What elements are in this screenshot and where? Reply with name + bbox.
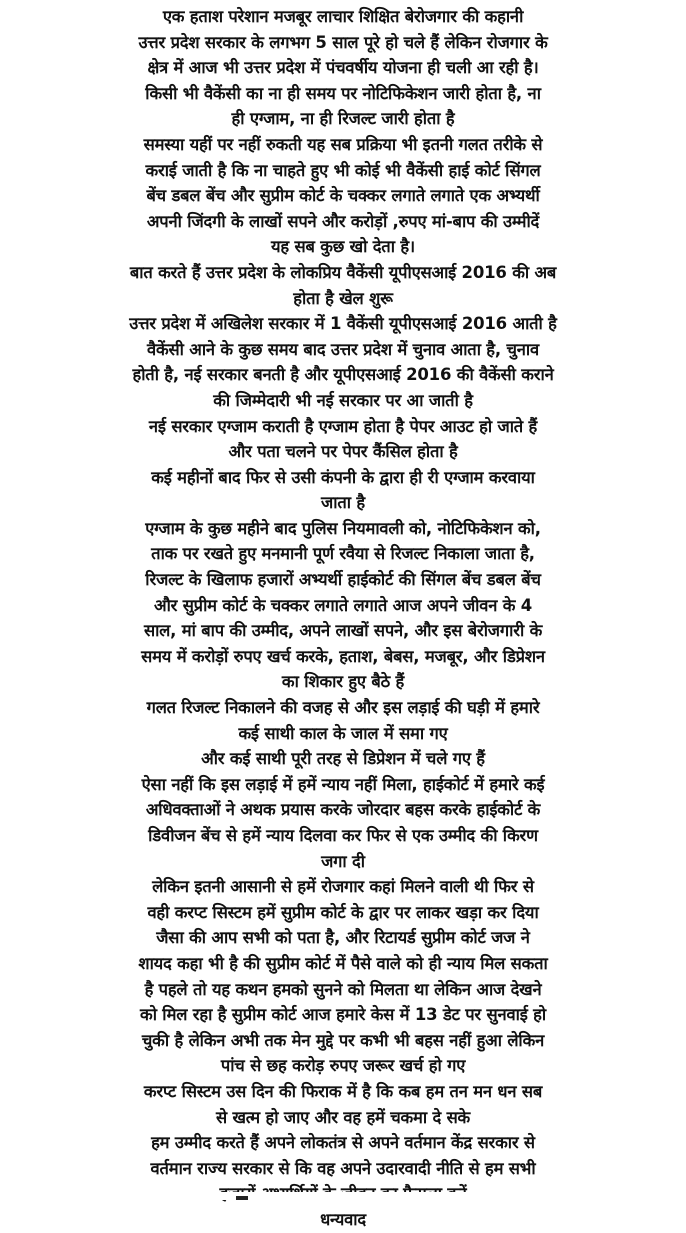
text-line: कई साथी काल के जाल में समा गए bbox=[238, 723, 448, 743]
closing-line: धन्यवाद bbox=[320, 1209, 366, 1229]
text-line: को मिल रहा है सुप्रीम कोर्ट आज हमारे केस में 13 डेट पर सुनवाई हो bbox=[140, 1005, 546, 1025]
text-line: समय में करोड़ों रुपए खर्च करके, हताश, बेबस, मजबूर, और डिप्रेशन bbox=[141, 646, 545, 666]
text-line: किसी भी वैकेंसी का ना ही समय पर नोटिफिकेशन जारी होता है, ना bbox=[145, 83, 541, 103]
text-line: अपनी जिंदगी के लाखों सपने और करोड़ों ,रुपए मां-बाप की उम्मीदें bbox=[146, 211, 540, 231]
text-line: हम उम्मीद करते हैं अपने लोकतंत्र से अपने वर्तमान केंद्र सरकार से bbox=[151, 1133, 535, 1153]
text-line: ताक पर रखते हुए मनमानी पूर्ण रवैया से रिजल्ट निकाला जाता है, bbox=[151, 544, 535, 564]
text-line: और पता चलने पर पेपर कैंसिल होता है bbox=[228, 442, 458, 462]
text-line: चुकी है लेकिन अभी तक मेन मुद्दे पर कभी भी बहस नहीं हुआ लेकिन bbox=[141, 1030, 545, 1050]
bottom-edge bbox=[0, 1192, 686, 1200]
text-line: और कई साथी पूरी तरह से डिप्रेशन में चले गए हैं bbox=[201, 749, 485, 769]
text-line: नई सरकार एग्जाम कराती है एग्जाम होता है पेपर आउट हो जाते हैं bbox=[148, 416, 538, 436]
text-line: एक हताश परेशान मजबूर लाचार शिक्षित बेरोजगार की कहानी bbox=[162, 7, 524, 26]
text-line: एग्जाम के कुछ महीने बाद पुलिस नियमावली को, नोटिफिकेशन को, bbox=[145, 518, 541, 538]
text-line: कई महीनों बाद फिर से उसी कंपनी के द्वारा ही री एग्जाम करवाया bbox=[151, 467, 535, 487]
text-line: पांच से छह करोड़ रुपए जरूर खर्च हो गए bbox=[220, 1056, 466, 1076]
text-line: का शिकार हुए बैठे हैं bbox=[281, 672, 405, 692]
text-line: यह सब कुछ खो देता है। bbox=[271, 237, 415, 257]
text-line: कराई जाती है कि ना चाहते हुए भी कोई भी वैकेंसी हाई कोर्ट सिंगल bbox=[145, 160, 541, 180]
text-line: अधिवक्ताओं ने अथक प्रयास करके जोरदार बहस करके हाईकोर्ट के bbox=[145, 800, 541, 820]
text-line: क्षेत्र में आज भी उत्तर प्रदेश में पंचवर्षीय योजना ही चली आ रही है। bbox=[147, 58, 539, 78]
text-line: रिजल्ट के खिलाफ हजारों अभ्यर्थी हाईकोर्ट की सिंगल बेंच डबल बेंच bbox=[145, 570, 541, 590]
text-line: उत्तर प्रदेश में अखिलेश सरकार में 1 वैकेंसी यूपीएसआई 2016 आती है bbox=[129, 314, 557, 334]
text-line: होता है खेल शुरू bbox=[293, 288, 393, 308]
text-line: वर्तमान राज्य सरकार से कि वह अपने उदारवादी नीति से हम सभी bbox=[150, 1158, 536, 1178]
text-line: समस्या यहीं पर नहीं रुकती यह सब प्रक्रिया भी इतनी गलत तरीके से bbox=[143, 134, 543, 154]
cut-off-text-fragment bbox=[236, 1196, 248, 1200]
text-line: से खत्म हो जाए और वह हमें चकमा दे सके bbox=[216, 1107, 470, 1127]
text-line: साल, मां बाप की उम्मीद, अपने लाखों सपने, और इस बेरोजगारी के bbox=[143, 621, 543, 641]
text-line: गलत रिजल्ट निकालने की वजह से और इस लड़ाई की घड़ी में हमारे bbox=[146, 698, 540, 718]
text-line: बेंच डबल बेंच और सुप्रीम कोर्ट के चक्कर लगाते लगाते एक अभ्यर्थी bbox=[146, 186, 540, 206]
text-line: जाता है bbox=[321, 493, 365, 513]
text-line: डिवीजन बेंच से हमें न्याय दिलवा कर फिर से एक उम्मीद की किरण bbox=[148, 826, 538, 845]
text-line: ऐसा नहीं कि इस लड़ाई में हमें न्याय नहीं मिला, हाईकोर्ट में हमारे कई bbox=[141, 774, 545, 794]
text-line: वैकेंसी आने के कुछ समय बाद उत्तर प्रदेश में चुनाव आता है, चुनाव bbox=[147, 339, 539, 359]
text-line: और सुप्रीम कोर्ट के चक्कर लगाते लगाते आज अपने जीवन के 4 bbox=[153, 595, 533, 615]
text-line: ही एग्जाम, ना ही रिजल्ट जारी होता है bbox=[231, 109, 455, 129]
text-line: करप्ट सिस्टम उस दिन की फिराक में है कि कब हम तन मन धन सब bbox=[143, 1081, 543, 1101]
text-line: की जिम्मेदारी भी नई सरकार पर आ जाती है bbox=[213, 390, 473, 410]
text-line: बात करते हैं उत्तर प्रदेश के लोकप्रिय वैकेंसी यूपीएसआई 2016 की अब bbox=[129, 262, 557, 282]
text-line: है पहले तो यह कथन हमको सुनने को मिलता था लेकिन आज देखने bbox=[144, 979, 542, 999]
text-line: जैसा की आप सभी को पता है, और रिटायर्ड सुप्रीम कोर्ट जज ने bbox=[156, 928, 530, 948]
text-line: उत्तर प्रदेश सरकार के लगभग 5 साल पूरे हो चले हैं लेकिन रोजगार के bbox=[138, 32, 548, 52]
text-line: शायद कहा भी है की सुप्रीम कोर्ट में पैसे वाले को ही न्याय मिल सकता bbox=[138, 953, 548, 973]
text-line: जगा दी bbox=[321, 851, 365, 871]
text-line: होती है, नई सरकार बनती है और यूपीएसआई 2016 की वैकेंसी कराने bbox=[132, 365, 554, 385]
text-line: लेकिन इतनी आसानी से हमें रोजगार कहां मिलने वाली थी फिर से bbox=[152, 877, 534, 897]
text-line: वही करप्ट सिस्टम हमें सुप्रीम कोर्ट के द्वार पर लाकर खड़ा कर दिया bbox=[147, 902, 539, 922]
